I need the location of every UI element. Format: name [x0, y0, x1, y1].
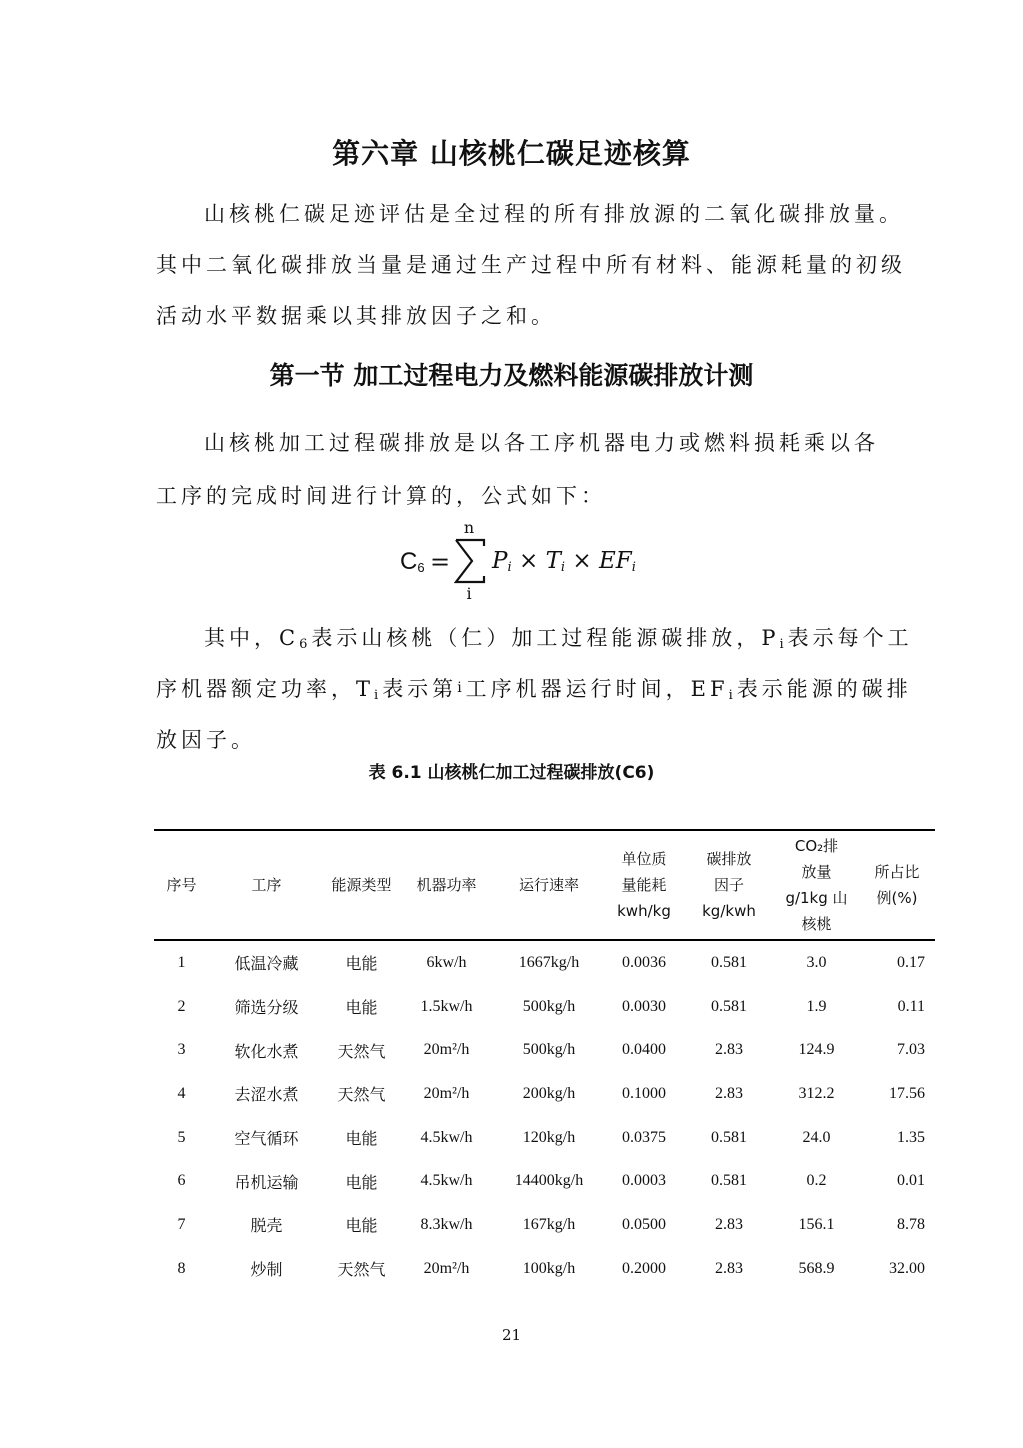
cell-process: 空气循环	[234, 1129, 299, 1149]
cell-unit-energy: 0.0400	[622, 1041, 666, 1059]
cell-unit-energy: 0.1000	[622, 1084, 666, 1102]
cell-share: 32.00	[889, 1259, 925, 1277]
cell-factor: 0.581	[711, 1172, 747, 1190]
cell-factor: 2.83	[715, 1259, 743, 1277]
formula-equals: =	[430, 548, 451, 576]
cell-share: 17.56	[889, 1084, 925, 1102]
cell-process: 吊机运输	[234, 1172, 299, 1192]
intro-line-2: 其中二氧化碳排放当量是通过生产过程中所有材料、能源耗量的初级	[156, 253, 906, 277]
cell-share: 0.17	[897, 953, 925, 971]
sum-lower: i	[466, 584, 472, 603]
cell-speed: 1667kg/h	[518, 953, 580, 971]
cell-energy: 电能	[345, 1129, 378, 1149]
cell-speed: 200kg/h	[522, 1084, 576, 1102]
cell-co2: 312.2	[798, 1084, 835, 1102]
cell-speed: 500kg/h	[522, 997, 576, 1015]
cell-share: 8.78	[897, 1215, 925, 1233]
table-caption: 表 6.1 山核桃仁加工过程碳排放(C6)	[368, 763, 655, 783]
table-row	[154, 940, 935, 985]
sum-upper: n	[463, 518, 475, 537]
cell-power: 20m²/h	[423, 1259, 470, 1277]
cell-energy: 电能	[345, 998, 378, 1018]
sigma-icon	[454, 538, 486, 584]
cell-power: 1.5kw/h	[420, 997, 473, 1015]
cell-energy: 电能	[345, 1172, 378, 1192]
cell-seq: 8	[177, 1259, 186, 1277]
cell-co2: 3.0	[806, 953, 827, 971]
cell-speed: 120kg/h	[522, 1128, 576, 1146]
cell-power: 4.5kw/h	[420, 1128, 473, 1146]
cell-process: 去涩水煮	[234, 1085, 299, 1105]
cell-seq: 1	[177, 953, 186, 971]
cell-speed: 14400kg/h	[514, 1172, 584, 1190]
cell-factor: 2.83	[715, 1041, 743, 1059]
cell-power: 20m²/h	[423, 1084, 470, 1102]
header-process: 工序	[209, 830, 324, 940]
cell-energy: 天然气	[337, 1085, 386, 1105]
cell-share: 1.35	[897, 1128, 925, 1146]
cell-unit-energy: 0.0036	[622, 953, 666, 971]
page-number: 21	[501, 1326, 522, 1344]
cell-share: 7.03	[897, 1041, 925, 1059]
cell-process: 脱壳	[250, 1216, 283, 1236]
cell-unit-energy: 0.0500	[622, 1215, 666, 1233]
cell-process: 软化水煮	[234, 1041, 299, 1061]
cell-factor: 0.581	[711, 953, 747, 971]
cell-seq: 5	[177, 1128, 186, 1146]
explain-line-1: 其中，$C_6$表示山核桃（仁）加工过程能源碳排放，$P_i$表示每个工	[204, 626, 913, 652]
cell-seq: 4	[177, 1084, 186, 1102]
method-line-2: 工序的完成时间进行计算的，公式如下：	[156, 484, 606, 508]
cell-process: 低温冷藏	[234, 954, 299, 974]
section-title: 第一节 加工过程电力及燃料能源碳排放计测	[269, 361, 754, 390]
cell-energy: 电能	[345, 1216, 378, 1236]
cell-energy: 电能	[345, 954, 378, 974]
method-line-1: 山核桃加工过程碳排放是以各工序机器电力或燃料损耗乘以各	[204, 431, 879, 455]
explain-line-2: 序机器额定功率，$T_i$表示第i工序机器运行时间，$EF_i$表示能源的碳排	[156, 677, 912, 703]
cell-share: 0.11	[897, 997, 925, 1015]
cell-speed: 100kg/h	[522, 1259, 576, 1277]
cell-co2: 1.9	[806, 997, 827, 1015]
cell-energy: 天然气	[337, 1041, 386, 1061]
cell-factor: 0.581	[711, 1128, 747, 1146]
header-seq: 序号	[154, 830, 209, 940]
cell-unit-energy: 0.0030	[622, 997, 666, 1015]
cell-power: 8.3kw/h	[420, 1215, 473, 1233]
cell-process: 筛选分级	[234, 998, 299, 1018]
formula-lhs: $C_6$	[400, 548, 425, 575]
cell-co2: 0.2	[806, 1172, 827, 1190]
header-speed: 运行速率	[494, 830, 604, 940]
formula-terms: $P_i \times T_i \times EF_i$	[492, 548, 636, 575]
cell-speed: 500kg/h	[522, 1041, 576, 1059]
cell-co2: 24.0	[802, 1128, 831, 1146]
table-row	[154, 1028, 935, 1072]
table-row	[154, 1247, 935, 1291]
table-header-row	[154, 830, 935, 940]
header-energy-type: 能源类型	[324, 830, 399, 940]
table-row	[154, 1203, 935, 1247]
header-unit-energy: 单位质 量能耗 kwh/kg	[604, 830, 684, 940]
cell-unit-energy: 0.0375	[622, 1128, 666, 1146]
cell-energy: 天然气	[337, 1260, 386, 1280]
header-power: 机器功率	[399, 830, 494, 940]
cell-factor: 2.83	[715, 1084, 743, 1102]
header-co2: CO₂排 放量 g/1kg 山 核桃	[774, 830, 859, 940]
cell-share: 0.01	[897, 1172, 925, 1190]
cell-seq: 7	[177, 1215, 186, 1233]
explain-line-3: 放因子。	[156, 728, 256, 752]
cell-process: 炒制	[250, 1260, 283, 1280]
table-row	[154, 1159, 935, 1203]
header-factor: 碳排放 因子 kg/kwh	[684, 830, 774, 940]
intro-line-1: 山核桃仁碳足迹评估是全过程的所有排放源的二氧化碳排放量。	[204, 202, 904, 226]
cell-speed: 167kg/h	[522, 1215, 576, 1233]
cell-power: 20m²/h	[423, 1041, 470, 1059]
formula	[400, 518, 650, 610]
chapter-title: 第六章 山核桃仁碳足迹核算	[332, 137, 691, 170]
cell-factor: 0.581	[711, 997, 747, 1015]
cell-seq: 6	[177, 1172, 186, 1190]
intro-line-3: 活动水平数据乘以其排放因子之和。	[156, 304, 556, 328]
cell-co2: 568.9	[798, 1259, 835, 1277]
cell-power: 6kw/h	[426, 953, 467, 971]
cell-unit-energy: 0.0003	[622, 1172, 666, 1190]
cell-power: 4.5kw/h	[420, 1172, 473, 1190]
cell-seq: 2	[177, 997, 186, 1015]
cell-co2: 156.1	[798, 1215, 835, 1233]
header-share: 所占比 例(%)	[859, 830, 935, 940]
cell-factor: 2.83	[715, 1215, 743, 1233]
cell-seq: 3	[177, 1041, 186, 1059]
carbon-emission-table	[154, 829, 935, 1291]
table-row	[154, 1116, 935, 1160]
cell-unit-energy: 0.2000	[622, 1259, 666, 1277]
table-row	[154, 1072, 935, 1116]
cell-co2: 124.9	[798, 1041, 835, 1059]
table-row	[154, 985, 935, 1029]
